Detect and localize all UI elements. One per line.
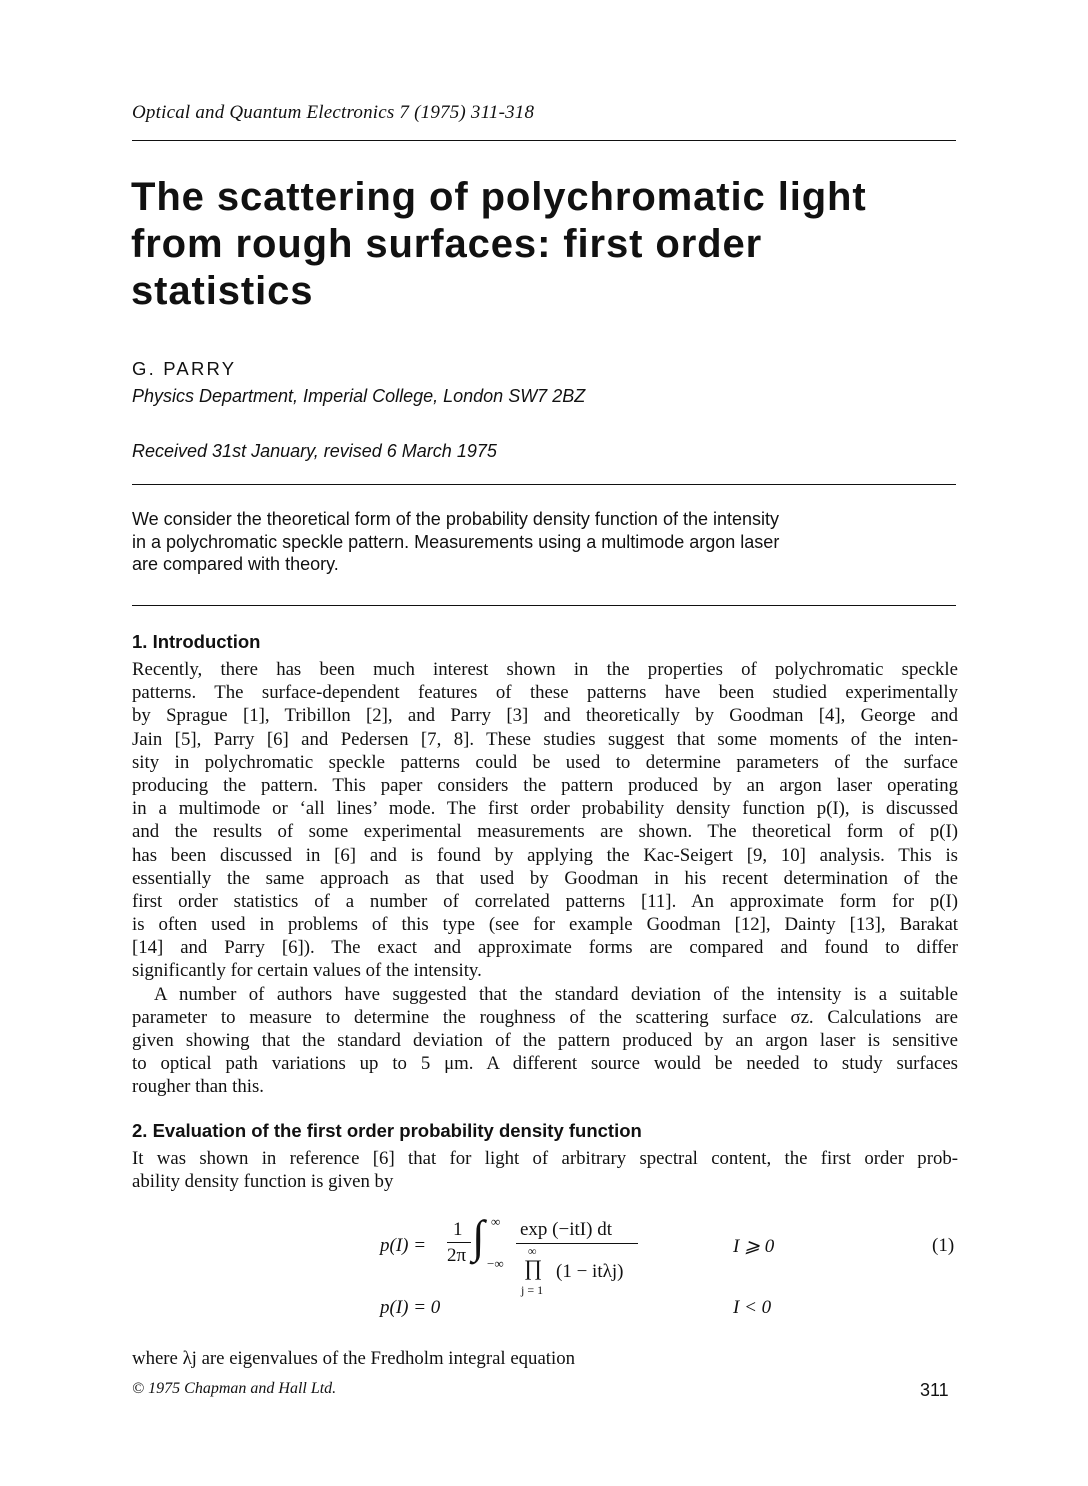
condition-nonnegative: I ⩾ 0 — [733, 1236, 775, 1257]
introduction-paragraph — [132, 658, 958, 1099]
header-rule — [132, 140, 956, 141]
text-line: and the results of some experimental measurements are shown. The theoretical form of p(I) — [132, 821, 958, 843]
text-line: A number of authors have suggested that the standard deviation of the intensity is a suitable — [154, 983, 958, 1005]
text-line: It was shown in reference [6] that for light of arbitrary spectral content, the first order prob- — [132, 1148, 958, 1169]
text-line: rougher than this. — [132, 1076, 264, 1098]
integrand-numerator: exp (−itI) dt — [520, 1219, 612, 1240]
title-line: from rough surfaces: first order — [131, 222, 763, 266]
condition-negative: I < 0 — [733, 1297, 772, 1318]
journal-citation: Optical and Quantum Electronics 7 (1975) 311-318 — [132, 102, 535, 123]
abstract-line: in a polychromatic speckle pattern. Measurements using a multimode argon laser — [132, 531, 780, 552]
title-line: The scattering of polychromatic light — [131, 175, 867, 219]
text-line: significantly for certain values of the intensity. — [132, 960, 482, 982]
text-line: has been discussed in [6] and is found by applying the Kac-Seigert [9, 10] analysis. This is — [132, 844, 958, 866]
abstract-line: We consider the theoretical form of the probability density function of the intensity — [132, 509, 780, 529]
integral-lower-limit: −∞ — [487, 1256, 504, 1271]
text-line: Jain [5], Parry [6] and Pedersen [7, 8]. These studies suggest that some moments of the inten- — [132, 728, 958, 750]
text-line: given showing that the standard deviation of the pattern produced by an argon laser is sensitive — [132, 1030, 958, 1052]
text-line: Recently, there has been much interest shown in the properties of polychromatic speckle — [132, 659, 958, 680]
copyright-notice: © 1975 Chapman and Hall Ltd. — [132, 1380, 337, 1397]
text-line: in a multimode or ‘all lines’ mode. The first order probability density function p(I), is discussed — [132, 798, 958, 820]
fraction-denominator: 2π — [447, 1245, 467, 1266]
evaluation-paragraph — [132, 1147, 958, 1193]
integral-upper-limit: ∞ — [491, 1214, 501, 1229]
section-heading-evaluation: 2. Evaluation of the first order probability density function — [132, 1120, 642, 1141]
integral-sign: ∫ — [472, 1211, 485, 1262]
title-line: statistics — [131, 269, 314, 313]
text-line: sity in polychromatic speckle patterns could be used to determine parameters of the surface — [132, 751, 958, 773]
text-line: ability density function is given by — [132, 1171, 394, 1193]
page-number: 311 — [920, 1380, 949, 1400]
equation-lhs-zero: p(I) = 0 — [380, 1297, 441, 1318]
abstract-bottom-rule — [132, 605, 956, 606]
text-line: first order statistics of a number of correlated patterns [11]. An approximate form for p(I) — [132, 890, 958, 912]
equation-lhs: p(I) = — [380, 1235, 427, 1256]
text-line: parameter to measure to determine the roughness of the scattering surface σz. Calculations are — [132, 1006, 958, 1028]
text-line: where λj are eigenvalues of the Fredholm integral equation — [132, 1348, 576, 1369]
text-line: to optical path variations up to 5 μm. A different source would be needed to study surfaces — [132, 1053, 958, 1075]
received-date: Received 31st January, revised 6 March 1975 — [132, 441, 497, 461]
text-line: patterns. The surface-dependent features of these patterns have been studied experimentally — [132, 682, 958, 704]
text-line: by Sprague [1], Tribillon [2], and Parry [3] and theoretically by Goodman [4], George and — [132, 705, 958, 727]
section-heading-introduction: 1. Introduction — [132, 631, 261, 652]
text-line: [14] and Parry [6]). The exact and approximate forms are compared and found to differ — [132, 937, 958, 959]
text-line: producing the pattern. This paper considers the pattern produced by an argon laser operating — [132, 774, 958, 796]
post-equation-text — [132, 1347, 958, 1370]
product-symbol: ∏ — [524, 1255, 543, 1280]
abstract-top-rule — [132, 484, 956, 485]
abstract-line: are compared with theory. — [132, 554, 339, 574]
text-line: essentially the same approach as that used by Goodman in his recent determination of the — [132, 867, 958, 889]
fraction-bar — [447, 1242, 471, 1243]
product-upper-limit: ∞ — [528, 1244, 537, 1258]
text-line: is often used in problems of this type (see for example Goodman [12], Dainty [13], Barakat — [132, 914, 958, 936]
product-lower-limit: j = 1 — [521, 1283, 544, 1297]
integrand-denominator: (1 − itλj) — [556, 1261, 624, 1282]
abstract — [132, 508, 956, 576]
author-affiliation: Physics Department, Imperial College, London SW7 2BZ — [132, 386, 586, 406]
paper-title — [131, 174, 931, 315]
author-name: G. PARRY — [132, 358, 237, 379]
fraction-numerator: 1 — [453, 1219, 463, 1240]
equation-number: (1) — [932, 1235, 955, 1256]
